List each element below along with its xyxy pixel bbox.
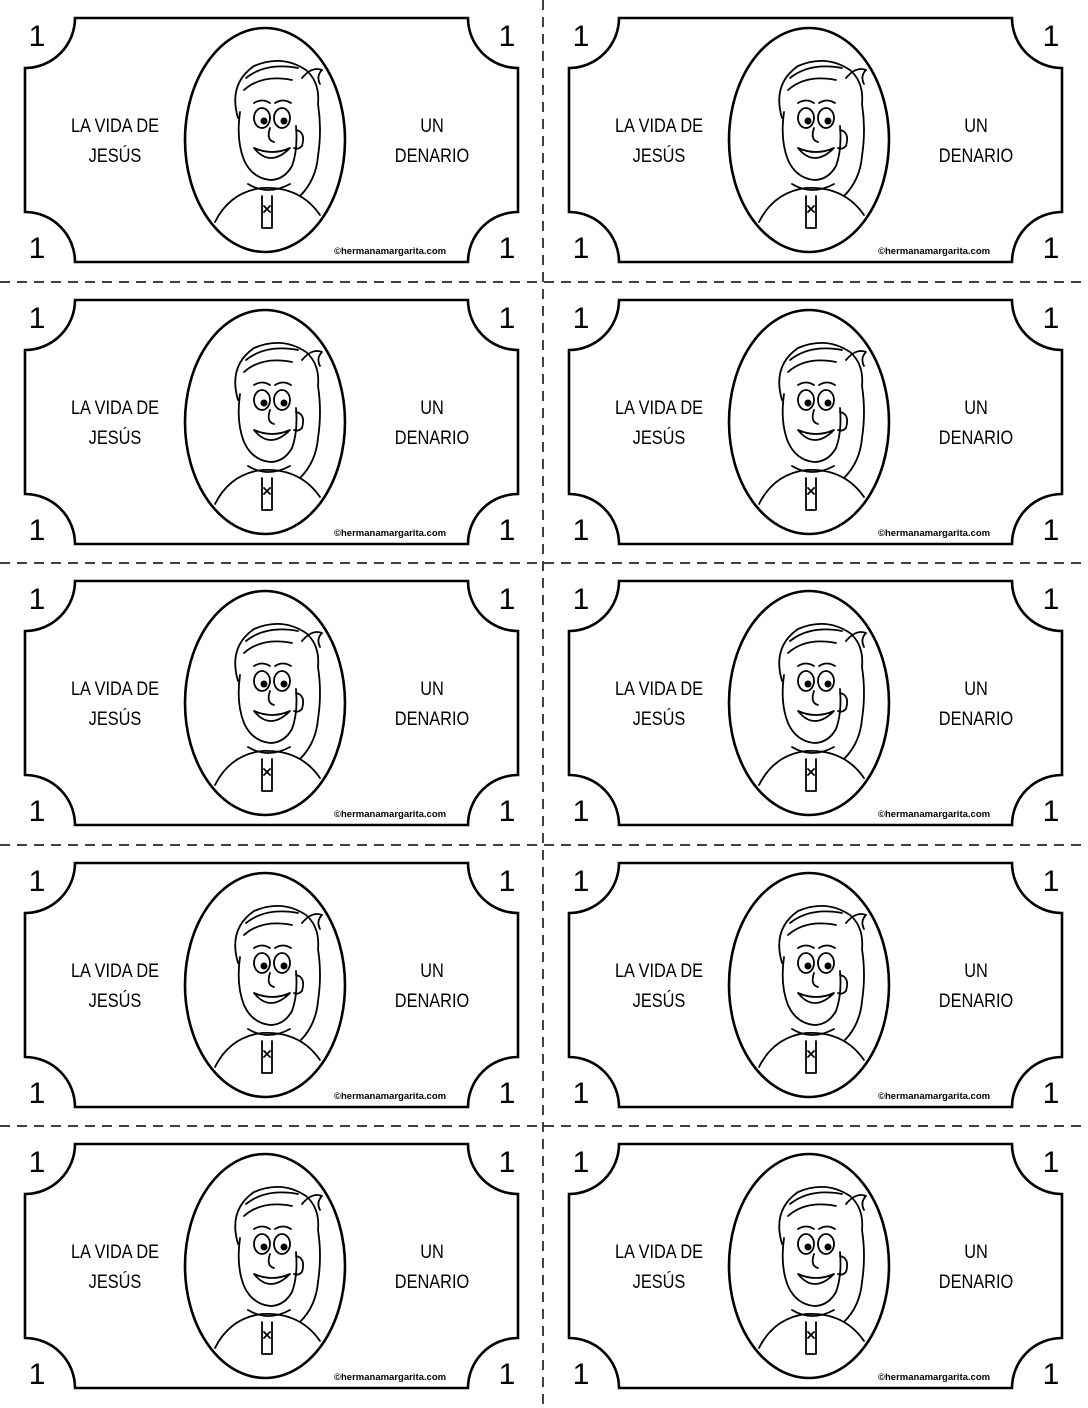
bill: [544, 845, 1088, 1127]
bill-right-line-2: DENARIO: [938, 709, 1014, 731]
corner-value-bottom-right: 1: [1042, 232, 1060, 265]
bill-right-line-1: UN: [964, 397, 988, 419]
bill-right-line-1: UN: [964, 116, 988, 137]
bill: [0, 282, 544, 564]
bill-left-line-2: JESÚS: [88, 709, 142, 731]
bill-credit: ©hermanamargarita.com: [878, 246, 991, 257]
corner-value-top-left: 1: [572, 20, 590, 53]
bill-credit: ©hermanamargarita.com: [334, 809, 447, 821]
bill: [0, 0, 544, 282]
bill-left-line-1: LA VIDA DE: [70, 116, 160, 137]
corner-value-bottom-left: 1: [572, 232, 590, 265]
corner-value-bottom-left: 1: [28, 1076, 46, 1110]
corner-value-bottom-left: 1: [28, 795, 46, 829]
bill-credit: ©hermanamargarita.com: [878, 1372, 991, 1384]
bill-left-caption: [607, 394, 710, 454]
corner-value-top-left: 1: [28, 20, 46, 53]
bill-left-line-1: LA VIDA DE: [70, 960, 160, 982]
bill-left-line-1: LA VIDA DE: [70, 1242, 160, 1264]
bill-left-caption: [63, 1238, 166, 1298]
corner-value-bottom-left: 1: [28, 513, 46, 547]
corner-value-top-right: 1: [1042, 583, 1060, 617]
bill-left-caption: [63, 957, 166, 1017]
corner-value-bottom-right: 1: [498, 513, 516, 547]
corner-value-top-left: 1: [572, 1146, 590, 1180]
corner-value-bottom-right: 1: [498, 795, 516, 829]
bill-right-line-2: DENARIO: [394, 427, 470, 449]
bill-left-line-1: LA VIDA DE: [614, 960, 704, 982]
bill-left-line-2: JESÚS: [632, 709, 686, 731]
bill-left-line-2: JESÚS: [88, 427, 142, 449]
bill-right-line-1: UN: [964, 960, 988, 982]
bill-right-line-1: UN: [964, 1242, 988, 1264]
bill-credit: ©hermanamargarita.com: [334, 1372, 447, 1384]
corner-value-top-left: 1: [572, 864, 590, 898]
bill: [544, 563, 1088, 845]
bill-right-line-2: DENARIO: [394, 990, 470, 1012]
corner-value-bottom-right: 1: [1042, 513, 1060, 547]
corner-value-top-right: 1: [498, 583, 516, 617]
bill-credit: ©hermanamargarita.com: [334, 246, 447, 257]
bill-right-caption: [924, 1238, 1027, 1298]
corner-value-top-right: 1: [1042, 301, 1060, 335]
bill-left-caption: [607, 957, 710, 1017]
corner-value-bottom-left: 1: [572, 513, 590, 547]
bill-right-caption: [380, 675, 483, 735]
corner-value-top-right: 1: [1042, 864, 1060, 898]
bill-left-line-1: LA VIDA DE: [614, 397, 704, 419]
bill-right-line-2: DENARIO: [394, 1272, 470, 1294]
bill-left-line-2: JESÚS: [88, 146, 142, 167]
bill-credit: ©hermanamargarita.com: [334, 527, 447, 539]
bill-right-line-1: UN: [964, 679, 988, 701]
bill-right-caption: [380, 1238, 483, 1298]
corner-value-top-left: 1: [28, 1146, 46, 1180]
corner-value-bottom-left: 1: [572, 1358, 590, 1392]
bill-left-line-2: JESÚS: [632, 146, 686, 167]
bill-left-caption: [63, 112, 166, 172]
bill-right-line-2: DENARIO: [394, 146, 470, 167]
bill-credit: ©hermanamargarita.com: [878, 809, 991, 821]
bill-left-line-2: JESÚS: [632, 990, 686, 1012]
bill-left-caption: [63, 675, 166, 735]
corner-value-bottom-right: 1: [498, 1358, 516, 1392]
corner-value-top-right: 1: [498, 301, 516, 335]
bill-left-line-1: LA VIDA DE: [614, 679, 704, 701]
bill-right-caption: [924, 394, 1027, 454]
bill-left-line-2: JESÚS: [88, 1272, 142, 1294]
corner-value-bottom-left: 1: [28, 232, 46, 265]
bill-left-line-1: LA VIDA DE: [70, 679, 160, 701]
bill: [544, 282, 1088, 564]
corner-value-bottom-right: 1: [498, 232, 516, 265]
bill-left-caption: [63, 394, 166, 454]
corner-value-top-left: 1: [572, 583, 590, 617]
corner-value-top-left: 1: [28, 301, 46, 335]
corner-value-top-right: 1: [1042, 1146, 1060, 1180]
corner-value-top-right: 1: [1042, 20, 1060, 53]
corner-value-bottom-left: 1: [572, 1076, 590, 1110]
bill: [0, 845, 544, 1127]
bill-right-line-2: DENARIO: [938, 1272, 1014, 1294]
corner-value-top-left: 1: [28, 583, 46, 617]
bill-left-line-2: JESÚS: [88, 990, 142, 1012]
bill-right-caption: [380, 394, 483, 454]
corner-value-bottom-right: 1: [498, 1076, 516, 1110]
corner-value-bottom-right: 1: [1042, 795, 1060, 829]
bill-left-line-1: LA VIDA DE: [614, 116, 704, 137]
bill-right-caption: [380, 112, 483, 172]
corner-value-bottom-right: 1: [1042, 1358, 1060, 1392]
corner-value-top-right: 1: [498, 864, 516, 898]
bill-credit: ©hermanamargarita.com: [878, 527, 991, 539]
bill-right-line-1: UN: [420, 960, 444, 982]
bill-right-line-2: DENARIO: [394, 709, 470, 731]
bill-right-caption: [924, 112, 1027, 172]
bill: [0, 1126, 544, 1408]
corner-value-top-right: 1: [498, 20, 516, 53]
corner-value-bottom-left: 1: [572, 795, 590, 829]
bill-right-line-2: DENARIO: [938, 990, 1014, 1012]
corner-value-bottom-right: 1: [1042, 1076, 1060, 1110]
bill-left-line-1: LA VIDA DE: [614, 1242, 704, 1264]
bill-right-line-1: UN: [420, 679, 444, 701]
corner-value-top-left: 1: [572, 301, 590, 335]
bill-right-line-1: UN: [420, 1242, 444, 1264]
bill-left-line-1: LA VIDA DE: [70, 397, 160, 419]
bill-right-line-1: UN: [420, 397, 444, 419]
bill-left-caption: [607, 1238, 710, 1298]
bill-left-line-2: JESÚS: [632, 1272, 686, 1294]
bill-right-caption: [924, 957, 1027, 1017]
bill-right-caption: [924, 675, 1027, 735]
corner-value-top-left: 1: [28, 864, 46, 898]
bill: [544, 0, 1088, 282]
bill-right-line-2: DENARIO: [938, 146, 1014, 167]
bill-credit: ©hermanamargarita.com: [334, 1090, 447, 1102]
bill: [0, 563, 544, 845]
corner-value-bottom-left: 1: [28, 1358, 46, 1392]
bill-right-line-2: DENARIO: [938, 427, 1014, 449]
corner-value-top-right: 1: [498, 1146, 516, 1180]
bill-right-caption: [380, 957, 483, 1017]
bill-left-line-2: JESÚS: [632, 427, 686, 449]
bill-left-caption: [607, 675, 710, 735]
bill: [544, 1126, 1088, 1408]
bill-right-line-1: UN: [420, 116, 444, 137]
bill-left-caption: [607, 112, 710, 172]
bill-credit: ©hermanamargarita.com: [878, 1090, 991, 1102]
